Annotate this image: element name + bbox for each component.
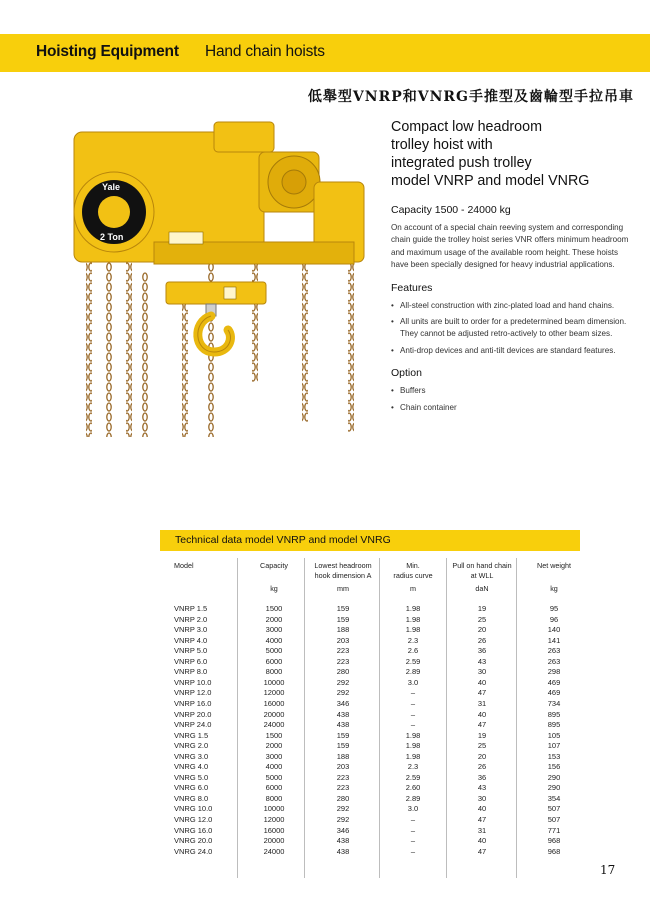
table-cell: 1.98 <box>405 604 421 613</box>
table-cell: VNRG 10.0 <box>174 804 213 814</box>
page-number: 17 <box>600 863 616 877</box>
table-cell: VNRG 5.0 <box>174 772 209 782</box>
table-cell: 141 <box>547 635 561 645</box>
table-cell: 1.98 <box>405 625 421 635</box>
table-row <box>171 752 585 762</box>
table-cell: 3.0 <box>407 677 419 687</box>
table-row <box>171 604 585 614</box>
table-row <box>171 783 585 793</box>
table-cell: 95 <box>549 604 559 613</box>
column-header-line: Min. <box>406 561 420 570</box>
table-cell: 25 <box>477 741 487 751</box>
table-cell: 2000 <box>265 741 283 751</box>
table-cell: VNRP 16.0 <box>174 698 212 708</box>
table-cell: 16000 <box>263 825 285 835</box>
feature-item: • All-steel construction with zinc-plated load and hand chains. <box>391 300 631 312</box>
feature-item: • All units are built to order for a predetermined beam dimension. They cannot be adjusted retro-actively to other beam sizes. <box>391 316 631 341</box>
table-cell: 105 <box>547 730 561 740</box>
yale-brand-text: Yale <box>102 182 121 192</box>
table-cell: 19 <box>477 730 487 740</box>
table-cell: 8000 <box>265 667 283 677</box>
table-cell: 188 <box>336 625 350 635</box>
table-cell: 30 <box>477 793 487 803</box>
table-cell: 346 <box>336 825 350 835</box>
table-cell: – <box>410 815 416 824</box>
column-header-unit: daN <box>475 584 489 593</box>
table-cell: 968 <box>547 846 561 856</box>
column-header-line: Model <box>174 561 194 570</box>
table-cell: 20 <box>477 625 487 635</box>
table-cell: 24000 <box>263 720 285 730</box>
table-row <box>171 731 585 741</box>
table-cell: 438 <box>336 846 350 856</box>
table-cell: 47 <box>477 815 487 824</box>
capacity-label-text: 2 Ton <box>100 232 124 242</box>
table-cell: 1.98 <box>405 730 421 740</box>
table-cell: VNRG 8.0 <box>174 793 209 803</box>
hoist-photo <box>64 112 374 442</box>
table-cell: 8000 <box>265 793 283 803</box>
title-line: Compact low headroom <box>391 119 542 135</box>
table-row <box>171 699 585 709</box>
table-cell: 25 <box>477 614 487 624</box>
product-title <box>391 118 631 190</box>
table-row <box>171 657 585 667</box>
table-cell: VNRP 8.0 <box>174 667 208 677</box>
table-cell: 19 <box>477 604 487 613</box>
table-cell: 43 <box>477 656 487 666</box>
table-cell: 734 <box>547 698 561 708</box>
table-cell: 223 <box>336 783 350 793</box>
table-row <box>171 741 585 751</box>
table-cell: 1.98 <box>405 614 421 624</box>
table-cell: 26 <box>477 762 487 772</box>
table-cell: 30 <box>477 667 487 677</box>
table-cell: 40 <box>477 677 487 687</box>
header-subcategory: Hand chain hoists <box>205 43 325 60</box>
table-cell: 438 <box>336 709 350 719</box>
table-cell: 1500 <box>265 730 283 740</box>
table-cell: 2.60 <box>405 783 421 793</box>
table-cell: 6000 <box>265 656 283 666</box>
table-cell: 292 <box>336 804 350 814</box>
option-item: • Chain container <box>391 402 631 414</box>
table-row <box>171 667 585 677</box>
title-line: integrated push trolley <box>391 155 532 171</box>
table-cell: 159 <box>336 604 350 613</box>
table-cell: 223 <box>336 656 350 666</box>
table-cell: 31 <box>477 825 487 835</box>
product-description <box>391 118 631 418</box>
table-row <box>171 847 585 857</box>
table-cell: 156 <box>547 762 561 772</box>
table-cell: 159 <box>336 614 350 624</box>
column-header <box>234 561 314 594</box>
table-row <box>171 615 585 625</box>
column-header <box>442 561 522 594</box>
table-cell: 10000 <box>263 677 285 687</box>
table-cell: 2.89 <box>405 793 421 803</box>
table-cell: 507 <box>547 815 561 824</box>
table-cell: 5000 <box>265 772 283 782</box>
table-cell: 36 <box>477 772 487 782</box>
table-cell: 1500 <box>265 604 283 613</box>
options-list <box>391 385 631 414</box>
table-cell: 968 <box>547 836 561 846</box>
table-cell: 47 <box>477 846 487 856</box>
product-description-text: On account of a special chain reeving system and corresponding chain guide the trolley hoist series VNR offers minimum headroom and maximum usage of the available room height. These hoists have been specially designed for heavy industrial applications. <box>391 223 629 270</box>
table-cell: 2.6 <box>407 646 419 656</box>
table-cell: 159 <box>336 741 350 751</box>
header-category: Hoisting Equipment <box>36 43 179 60</box>
table-cell: 203 <box>336 762 350 772</box>
table-cell: 16000 <box>263 698 285 708</box>
table-cell: VNRP 3.0 <box>174 625 208 635</box>
table-row <box>171 762 585 772</box>
table-cell: – <box>410 846 416 856</box>
table-cell: 771 <box>547 825 561 835</box>
table-row <box>171 688 585 698</box>
table-cell: 263 <box>547 646 561 656</box>
table-cell: 354 <box>547 793 561 803</box>
table-cell: 40 <box>477 804 487 814</box>
table-cell: 438 <box>336 720 350 730</box>
table-cell: 31 <box>477 698 487 708</box>
table-cell: VNRP 20.0 <box>174 709 212 719</box>
column-header-line: Capacity <box>260 561 288 570</box>
column-header-line: Lowest headroom <box>314 561 372 570</box>
table-title-bar <box>160 530 580 551</box>
table-cell: 290 <box>547 772 561 782</box>
table-cell: VNRG 12.0 <box>174 815 213 824</box>
table-cell: VNRG 16.0 <box>174 825 213 835</box>
table-title: Technical data model VNRP and model VNRG <box>175 534 391 546</box>
yale-wheel <box>74 172 154 252</box>
table-cell: 292 <box>336 815 350 824</box>
table-cell: 5000 <box>265 646 283 656</box>
table-row <box>171 720 585 730</box>
table-cell: 292 <box>336 688 350 698</box>
table-cell: VNRG 3.0 <box>174 751 209 761</box>
column-header <box>303 561 383 594</box>
column-header <box>514 561 594 594</box>
table-cell: VNRG 24.0 <box>174 846 213 856</box>
table-cell: 140 <box>547 625 561 635</box>
table-cell: 895 <box>547 720 561 730</box>
table-cell: – <box>410 720 416 730</box>
column-header-line <box>234 571 314 581</box>
table-cell: 40 <box>477 709 487 719</box>
features-heading: Features <box>391 281 433 294</box>
table-cell: 3000 <box>265 625 283 635</box>
column-header-unit: m <box>410 584 416 593</box>
table-cell: 6000 <box>265 783 283 793</box>
table-cell: VNRG 4.0 <box>174 762 209 772</box>
table-cell: VNRP 10.0 <box>174 677 212 687</box>
table-row <box>171 773 585 783</box>
table-cell: VNRP 24.0 <box>174 720 212 730</box>
table-cell: 36 <box>477 646 487 656</box>
column-header-line: at WLL <box>470 571 494 580</box>
table-cell: 2.89 <box>405 667 421 677</box>
table-row <box>171 815 585 825</box>
table-cell: 24000 <box>263 846 285 856</box>
table-cell: 20000 <box>263 836 285 846</box>
table-cell: 12000 <box>263 688 285 698</box>
table-cell: VNRP 2.0 <box>174 614 208 624</box>
column-header-unit: kg <box>270 584 278 593</box>
table-cell: VNRP 1.5 <box>174 604 208 613</box>
table-cell: 223 <box>336 772 350 782</box>
table-cell: 223 <box>336 646 350 656</box>
table-cell: 298 <box>547 667 561 677</box>
table-cell: VNRP 4.0 <box>174 635 208 645</box>
column-header-line: Net weight <box>537 561 571 570</box>
table-cell: 188 <box>336 751 350 761</box>
table-cell: 290 <box>547 783 561 793</box>
column-header-line <box>174 571 194 581</box>
table-cell: 263 <box>547 656 561 666</box>
header-banner <box>0 34 650 72</box>
table-cell: 43 <box>477 783 487 793</box>
table-cell: 2.59 <box>405 656 421 666</box>
table-cell: 4000 <box>265 635 283 645</box>
column-header <box>174 561 194 584</box>
table-cell: 1.98 <box>405 741 421 751</box>
table-cell: 2.3 <box>407 762 419 772</box>
table-cell: 292 <box>336 677 350 687</box>
table-row <box>171 710 585 720</box>
table-cell: 280 <box>336 793 350 803</box>
table-cell: VNRP 12.0 <box>174 688 212 698</box>
table-cell: 96 <box>549 614 559 624</box>
table-row <box>171 646 585 656</box>
table-cell: VNRG 1.5 <box>174 730 209 740</box>
table-cell: VNRP 6.0 <box>174 656 208 666</box>
table-cell: 2.3 <box>407 635 419 645</box>
hook-block <box>166 282 266 352</box>
table-cell: 3.0 <box>407 804 419 814</box>
table-cell: 895 <box>547 709 561 719</box>
table-cell: 280 <box>336 667 350 677</box>
table-cell: 346 <box>336 698 350 708</box>
column-header-unit: mm <box>337 584 349 593</box>
column-header-line: hook dimension A <box>314 571 372 580</box>
table-cell: 438 <box>336 836 350 846</box>
table-cell: 47 <box>477 688 487 698</box>
table-cell: 20000 <box>263 709 285 719</box>
table-cell: – <box>410 836 416 846</box>
table-cell: VNRG 20.0 <box>174 836 213 846</box>
title-line: model VNRP and model VNRG <box>391 173 590 189</box>
table-cell: 12000 <box>263 815 285 824</box>
table-cell: 26 <box>477 635 487 645</box>
column-header-unit: kg <box>550 584 558 593</box>
table-cell: 2000 <box>265 614 283 624</box>
table-cell: 507 <box>547 804 561 814</box>
table-row <box>171 836 585 846</box>
table-cell: 20 <box>477 751 487 761</box>
table-cell: 4000 <box>265 762 283 772</box>
table-row <box>171 804 585 814</box>
table-cell: 107 <box>547 741 561 751</box>
table-row <box>171 826 585 836</box>
table-cell: 2.59 <box>405 772 421 782</box>
column-header-line: Pull on hand chain <box>452 561 512 570</box>
chinese-title: 低舉型VNRP和VNRG手推型及齒輪型手拉吊車 <box>307 89 634 105</box>
table-cell: 40 <box>477 836 487 846</box>
table-cell: – <box>410 698 416 708</box>
features-list <box>391 300 631 358</box>
title-line: trolley hoist with <box>391 137 493 153</box>
table-cell: – <box>410 825 416 835</box>
feature-item: • Anti-drop devices and anti-tilt devices are standard features. <box>391 345 631 357</box>
table-cell: 469 <box>547 677 561 687</box>
table-cell: VNRP 5.0 <box>174 646 208 656</box>
table-cell: – <box>410 709 416 719</box>
column-header <box>373 561 453 594</box>
table-cell: 47 <box>477 720 487 730</box>
table-cell: VNRG 2.0 <box>174 741 209 751</box>
table-cell: 3000 <box>265 751 283 761</box>
column-header-line: radius curve <box>393 571 433 580</box>
table-cell: 203 <box>336 635 350 645</box>
option-item: • Buffers <box>391 385 631 397</box>
option-heading: Option <box>391 367 422 380</box>
column-header-line <box>514 571 594 581</box>
table-cell: 153 <box>547 751 561 761</box>
table-row <box>171 794 585 804</box>
table-cell: 159 <box>336 730 350 740</box>
table-row <box>171 636 585 646</box>
table-row <box>171 625 585 635</box>
chains <box>86 252 354 437</box>
capacity-range: Capacity 1500 - 24000 kg <box>391 204 511 216</box>
table-cell: VNRG 6.0 <box>174 783 209 793</box>
table-row <box>171 678 585 688</box>
table-cell: – <box>410 688 416 698</box>
table-cell: 10000 <box>263 804 285 814</box>
table-cell: 1.98 <box>405 751 421 761</box>
table-cell: 469 <box>547 688 561 698</box>
